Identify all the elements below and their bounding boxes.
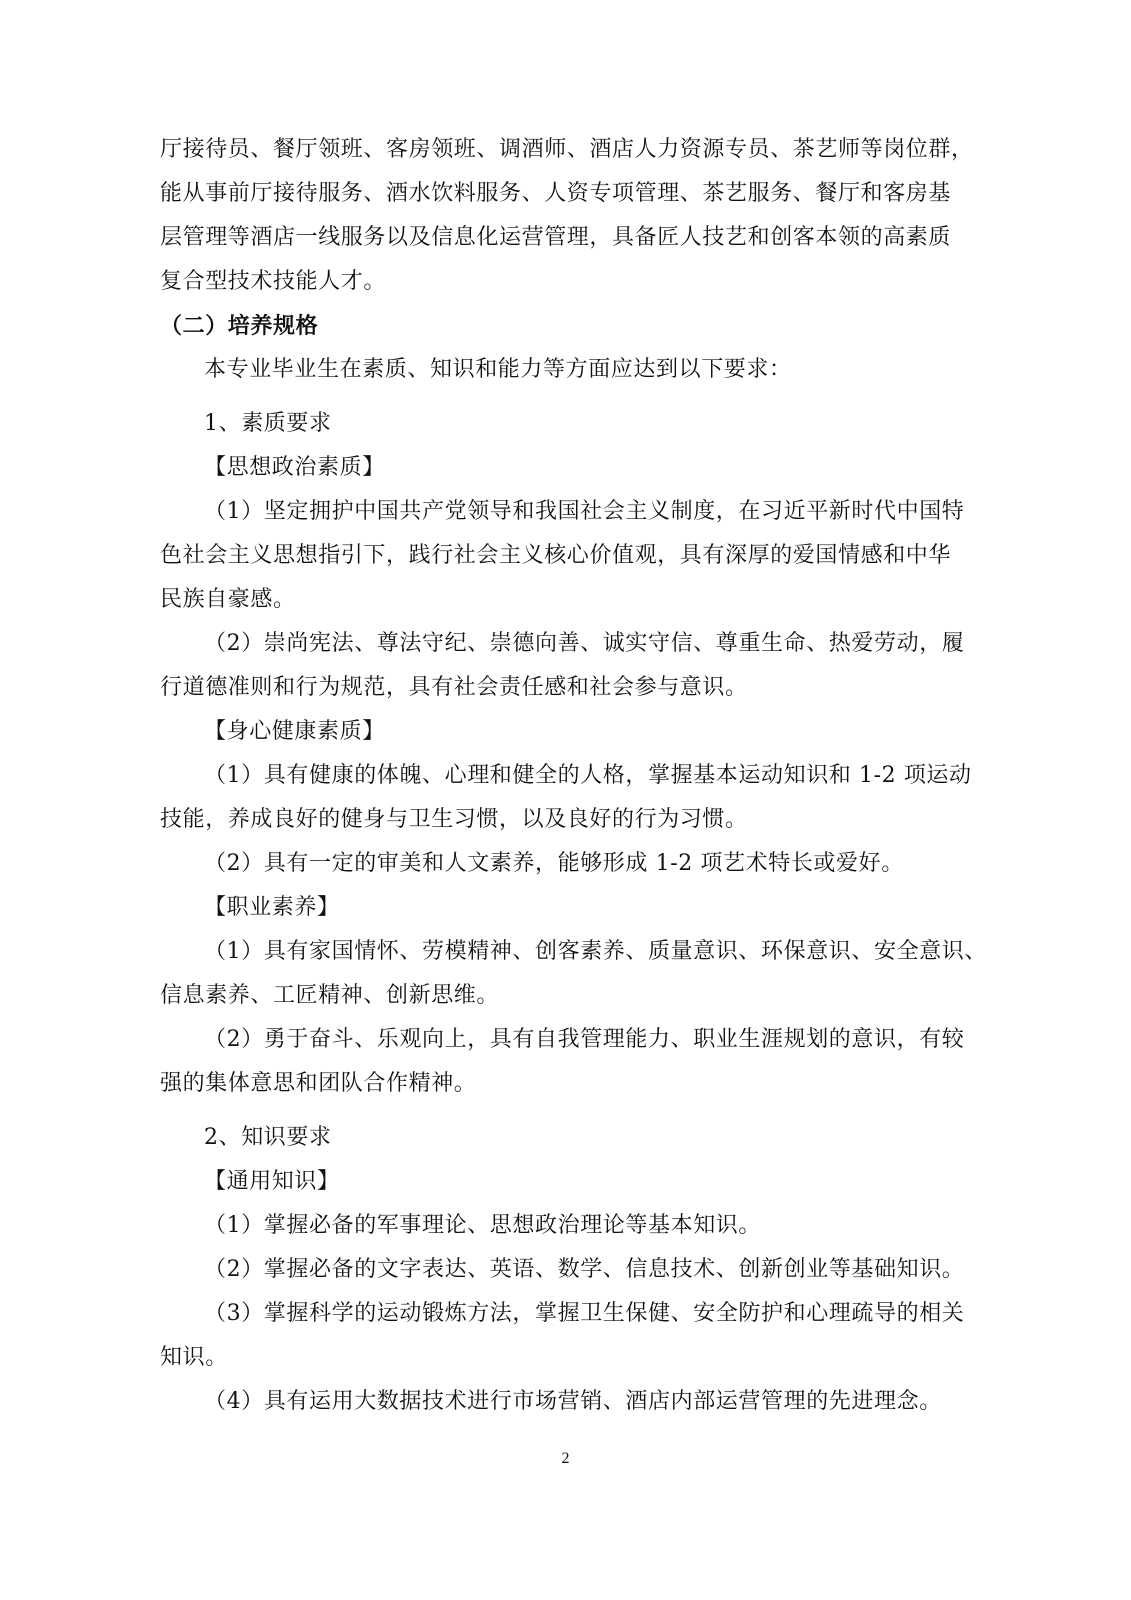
knowledge-heading: 2、知识要求 — [204, 1125, 332, 1150]
ideology-item-1-line: 民族自豪感。 — [160, 587, 296, 612]
ideology-title: 【思想政治素质】 — [204, 455, 385, 480]
page-number: 2 — [561, 1450, 570, 1467]
general-item-1: （1）掌握必备的军事理论、思想政治理论等基本知识。 — [204, 1213, 761, 1238]
page-content — [160, 128, 990, 1424]
professional-item-1-line: （1）具有家国情怀、劳模精神、创客素养、质量意识、环保意识、安全意识、 — [204, 939, 987, 964]
ideology-item-1-line: （1）坚定拥护中国共产党领导和我国社会主义制度，在习近平新时代中国特 — [204, 499, 965, 524]
paragraph-line: 厅接待员、餐厅领班、客房领班、调酒师、酒店人力资源专员、茶艺师等岗位群， — [160, 137, 974, 162]
quality-heading: 1、素质要求 — [204, 411, 332, 436]
health-item-1-line: （1）具有健康的体魄、心理和健全的人格，掌握基本运动知识和 1-2 项运动 — [204, 763, 972, 788]
professional-item-1-line: 信息素养、工匠精神、创新思维。 — [160, 983, 500, 1008]
intro-text: 本专业毕业生在素质、知识和能力等方面应达到以下要求： — [204, 357, 792, 382]
health-item-1-line: 技能，养成良好的健身与卫生习惯，以及良好的行为习惯。 — [160, 807, 748, 832]
paragraph-line: 层管理等酒店一线服务以及信息化运营管理，具备匠人技艺和创客本领的高素质 — [160, 225, 952, 250]
health-item-2: （2）具有一定的审美和人文素养，能够形成 1-2 项艺术特长或爱好。 — [204, 851, 904, 876]
general-item-3-line: 知识。 — [160, 1345, 228, 1370]
ideology-item-1-line: 色社会主义思想指引下，践行社会主义核心价值观，具有深厚的爱国情感和中华 — [160, 543, 952, 568]
paragraph-line: 复合型技术技能人才。 — [160, 269, 387, 294]
general-item-2: （2）掌握必备的文字表达、英语、数学、信息技术、创新创业等基础知识。 — [204, 1257, 965, 1282]
ideology-item-2-line: （2）崇尚宪法、尊法守纪、崇德向善、诚实守信、尊重生命、热爱劳动，履 — [204, 631, 965, 656]
section-heading: （二）培养规格 — [160, 313, 319, 339]
general-knowledge-title: 【通用知识】 — [204, 1169, 340, 1194]
paragraph-line: 能从事前厅接待服务、酒水饮料服务、人资专项管理、茶艺服务、餐厅和客房基 — [160, 181, 952, 206]
general-item-3-line: （3）掌握科学的运动锻炼方法，掌握卫生保健、安全防护和心理疏导的相关 — [204, 1301, 965, 1326]
professional-item-2-line: 强的集体意思和团队合作精神。 — [160, 1071, 477, 1096]
ideology-item-2-line: 行道德准则和行为规范，具有社会责任感和社会参与意识。 — [160, 675, 748, 700]
professional-item-2-line: （2）勇于奋斗、乐观向上，具有自我管理能力、职业生涯规划的意识，有较 — [204, 1027, 965, 1052]
general-item-4: （4）具有运用大数据技术进行市场营销、酒店内部运营管理的先进理念。 — [204, 1389, 942, 1414]
professional-title: 【职业素养】 — [204, 895, 340, 920]
health-title: 【身心健康素质】 — [204, 719, 385, 744]
